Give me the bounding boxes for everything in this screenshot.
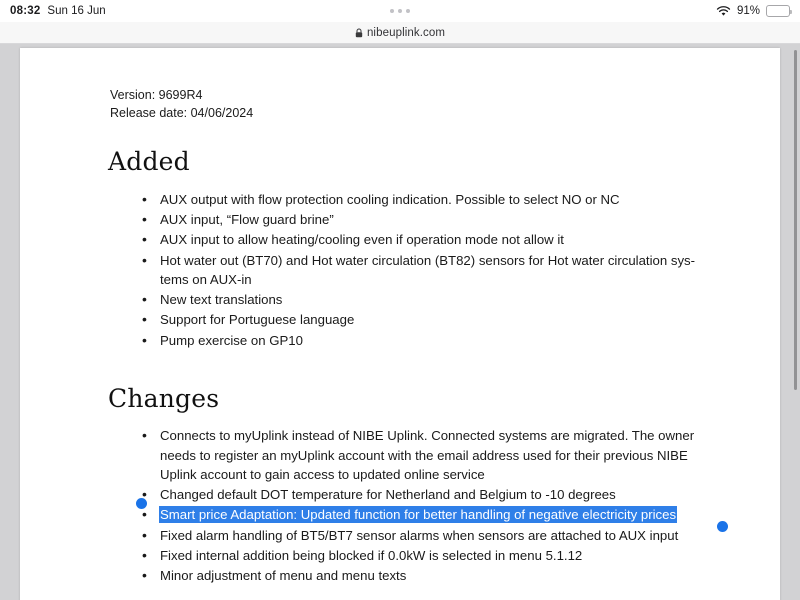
three-dots-icon	[390, 9, 410, 13]
section-heading-added: Added	[108, 147, 190, 177]
section-spacer	[108, 351, 722, 385]
battery-icon	[766, 5, 790, 17]
version-info	[110, 86, 722, 122]
ios-status-bar	[0, 0, 800, 22]
section-heading-changes: Changes	[108, 383, 220, 413]
release-date: Release date: 04/06/2024	[110, 106, 254, 121]
version-number: Version: 9699R4	[110, 88, 203, 102]
list-item	[142, 310, 722, 329]
list-item-text: • Changed default DOT temperature for Netherland and Belgium to -10 degrees	[160, 487, 616, 503]
list-item	[142, 566, 722, 585]
list-item-text: • Hot water out (BT70) and Hot water circulation (BT82) sensors for Hot water circulation sys- tems on AUX-in	[160, 252, 696, 287]
release-notes-document	[20, 48, 780, 586]
list-item-text: • Fixed internal addition being blocked if 0.0kW is selected in menu 5.1.12	[160, 547, 583, 563]
list-item-selected	[142, 505, 722, 524]
status-bar-right	[716, 5, 790, 17]
list-item-text: • Connects to myUplink instead of NIBE Uplink. Connected systems are migrated. The owner needs to register an myUplink account with the email address used for their previous NIBE Uplink account to gain access to updated online service	[160, 428, 695, 482]
list-item	[142, 210, 722, 229]
vertical-scrollbar[interactable]	[794, 50, 797, 390]
selected-text[interactable]: Smart price Adaptation: Updated function for better handling of negative electricity prices	[160, 507, 677, 523]
list-item	[142, 230, 722, 249]
wifi-icon	[716, 6, 731, 17]
list-item-text: • AUX output with flow protection cooling indication. Possible to select NO or NC	[160, 191, 620, 207]
browser-toolbar[interactable]	[0, 22, 800, 44]
list-item-text: • New text translations	[160, 292, 283, 308]
status-bar-left	[10, 5, 106, 17]
list-item	[142, 290, 722, 309]
list-item-text: • AUX input to allow heating/cooling even if operation mode not allow it	[160, 232, 564, 248]
list-item-text: • AUX input, “Flow guard brine”	[160, 212, 334, 228]
list-item	[142, 331, 722, 350]
web-page-viewport[interactable]	[0, 44, 800, 600]
battery-percent-label: 91%	[736, 5, 760, 17]
list-item-text: • Pump exercise on GP10	[160, 332, 303, 348]
list-item	[142, 426, 722, 484]
lock-icon	[355, 28, 363, 38]
changes-list	[108, 426, 722, 585]
list-item-text: • Support for Portuguese language	[160, 312, 355, 328]
list-item-text: • Fixed alarm handling of BT5/BT7 sensor alarms when sensors are attached to AUX input	[160, 527, 679, 543]
clock-time: 08:32	[10, 5, 41, 17]
list-item	[142, 526, 722, 545]
status-bar-center	[0, 0, 800, 22]
list-item	[142, 190, 722, 209]
url-text: nibeuplink.com	[366, 26, 446, 39]
list-item	[142, 251, 722, 290]
document-page	[20, 48, 780, 600]
clock-date: Sun 16 Jun	[47, 5, 106, 17]
list-item	[142, 546, 722, 565]
list-item-text: • Minor adjustment of menu and menu texts	[160, 568, 407, 584]
selection-handle-start-icon[interactable]	[136, 498, 147, 509]
list-item	[142, 485, 722, 504]
added-list	[108, 190, 722, 350]
address-bar[interactable]	[355, 27, 445, 39]
